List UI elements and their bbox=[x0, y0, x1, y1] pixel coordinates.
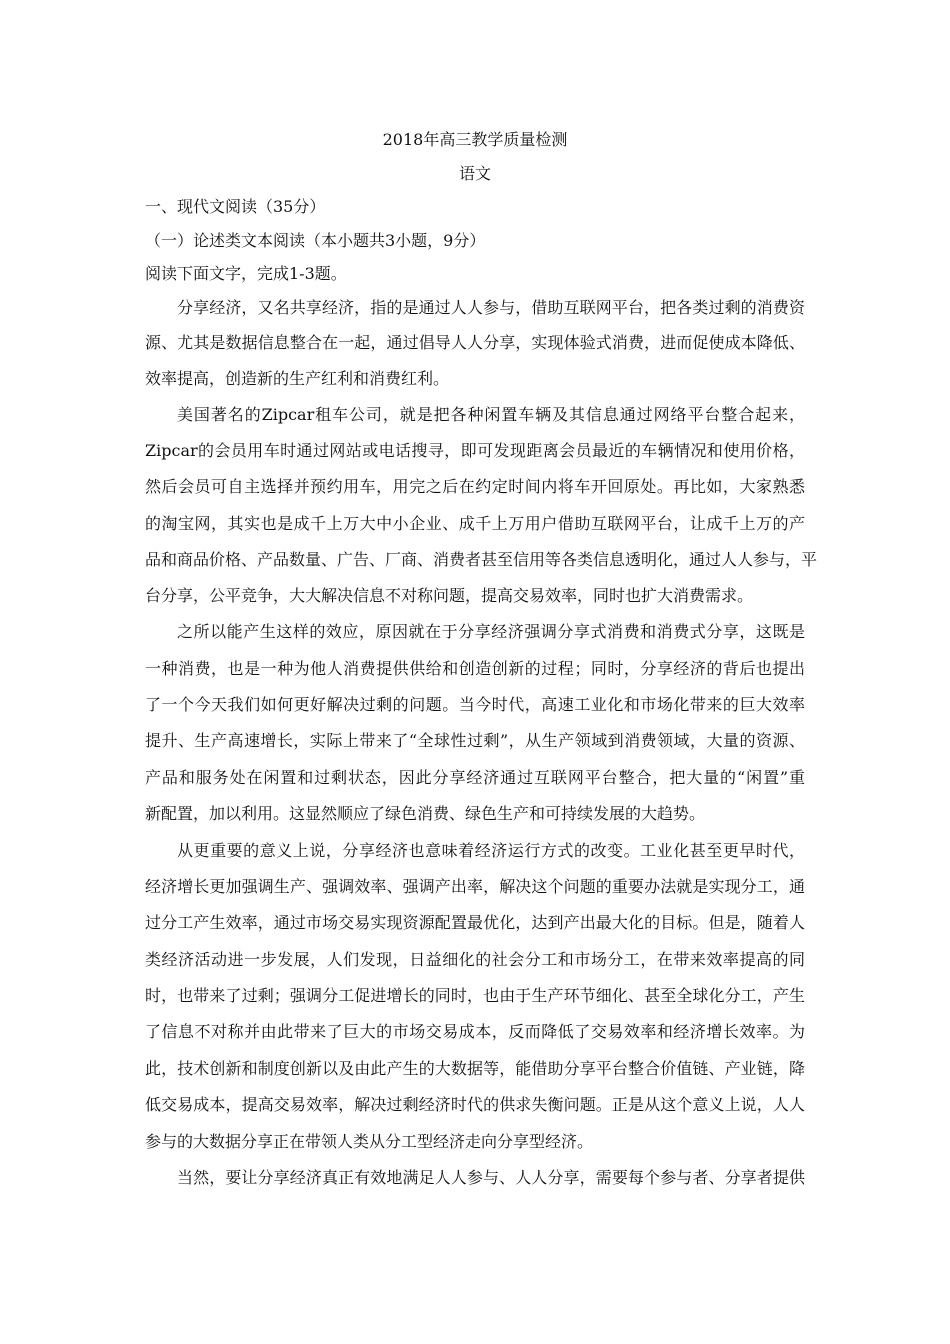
paragraph-line: 的淘宝网，其实也是成千上万大中小企业、成千上万用户借助互联网平台，让成千上万的产 bbox=[145, 514, 805, 533]
paragraph-line: 时，也带来了过剩；强调分工促进增长的同时，也由于生产环节细化、甚至全球化分工，产生 bbox=[145, 986, 805, 1005]
subsection-heading: （一）论述类文本阅读（本小题共3小题，9分） bbox=[145, 231, 486, 250]
paragraph-line: 提升、生产高速增长，实际上带来了“全球性过剩”，从生产领域到消费领域，大量的资源、 bbox=[145, 731, 805, 750]
paragraph-line: 当然，要让分享经济真正有效地满足人人参与、人人分享，需要每个参与者、分享者提供 bbox=[177, 1168, 805, 1187]
paragraph-line: 源、尤其是数据信息整合在一起，通过倡导人人分享，实现体验式消费，进而促使成本降低、 bbox=[145, 333, 805, 352]
paragraph-line: 之所以能产生这样的效应，原因就在于分享经济强调分享式消费和消费式分享，这既是 bbox=[177, 622, 805, 641]
paragraph-line: 类经济活动进一步发展，人们发现，日益细化的社会分工和市场分工，在带来效率提高的同 bbox=[145, 950, 805, 969]
paragraph-line: 此，技术创新和制度创新以及由此产生的大数据等，能借助分享平台整合价值链、产业链，降 bbox=[145, 1059, 805, 1078]
document-title: 2018年高三教学质量检测 bbox=[382, 130, 568, 149]
paragraph-line: 效率提高，创造新的生产红利和消费红利。 bbox=[145, 369, 450, 388]
paragraph-line: 然后会员可自主选择并预约用车，用完之后在约定时间内将车开回原处。再比如，大家熟悉 bbox=[145, 477, 805, 496]
paragraph-line: 美国著名的Zipcar租车公司，就是把各种闲置车辆及其信息通过网络平台整合起来， bbox=[177, 405, 805, 424]
paragraph-line: Zipcar的会员用车时通过网站或电话搜寻，即可发现距离会员最近的车辆情况和使用价格， bbox=[145, 441, 805, 460]
paragraph-line: 了一个今天我们如何更好解决过剩的问题。当今时代，高速工业化和市场化带来的巨大效率 bbox=[145, 695, 805, 714]
paragraph-line: 产品和服务处在闲置和过剩状态，因此分享经济通过互联网平台整合，把大量的“闲置”重 bbox=[145, 768, 805, 787]
paragraph-line: 从更重要的意义上说，分享经济也意味着经济运行方式的改变。工业化甚至更早时代， bbox=[177, 841, 805, 860]
paragraph-line: 品和商品价格、产品数量、广告、厂商、消费者甚至信用等各类信息透明化，通过人人参与，平 bbox=[145, 550, 818, 569]
subject-title: 语文 bbox=[458, 164, 491, 183]
paragraph-line: 一种消费，也是一种为他人消费提供供给和创造创新的过程；同时，分享经济的背后也提出 bbox=[145, 659, 805, 678]
paragraph-line: 经济增长更加强调生产、强调效率、强调产出率，解决这个问题的重要办法就是实现分工，通 bbox=[145, 877, 805, 896]
section-heading: 一、现代文阅读（35分） bbox=[145, 197, 326, 216]
paragraph-line: 台分享，公平竞争，大大解决信息不对称问题，提高交易效率，同时也扩大消费需求。 bbox=[145, 586, 754, 605]
instruction-text: 阅读下面文字，完成1-3题。 bbox=[145, 264, 347, 283]
paragraph-line: 了信息不对称并由此带来了巨大的市场交易成本，反而降低了交易效率和经济增长效率。为 bbox=[145, 1022, 805, 1041]
paragraph-line: 过分工产生效率，通过市场交易实现资源配置最优化，达到产出最大化的目标。但是，随着人 bbox=[145, 913, 805, 932]
paragraph-line: 低交易成本，提高交易效率，解决过剩经济时代的供求失衡问题。正是从这个意义上说，人人 bbox=[145, 1095, 805, 1114]
paragraph-line: 新配置，加以利用。这显然顺应了绿色消费、绿色生产和可持续发展的大趋势。 bbox=[145, 804, 706, 823]
paragraph-line: 分享经济，又名共享经济，指的是通过人人参与，借助互联网平台，把各类过剩的消费资 bbox=[177, 298, 805, 317]
paragraph-line: 参与的大数据分享正在带领人类从分工型经济走向分享型经济。 bbox=[145, 1132, 594, 1151]
